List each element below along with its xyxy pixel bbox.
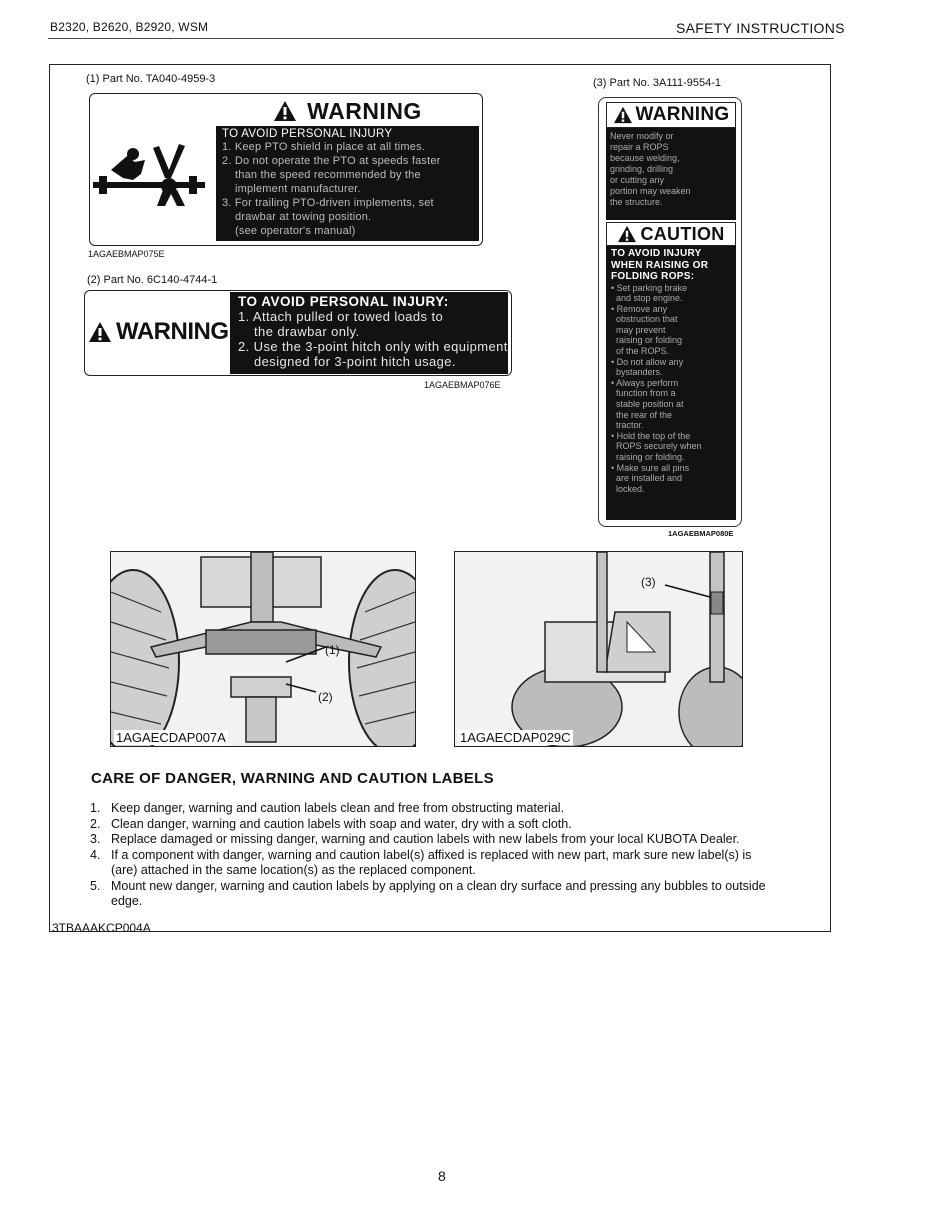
list-item: [90, 832, 800, 848]
label3-warning-title: WARNING: [635, 104, 730, 125]
list-item-text: Clean danger, warning and caution labels with soap and water, dry with a soft cloth.: [111, 816, 572, 831]
label3-caution-line: bystanders.: [611, 367, 663, 378]
list-item-text: If a component with danger, warning and caution label(s) affixed is replaced with new part, mark sure new label(s) is: [111, 847, 752, 862]
list-item: [90, 879, 800, 895]
label3-warning-header: [606, 102, 736, 128]
list-item-continuation: [90, 894, 800, 910]
page-number: 8: [438, 1168, 446, 1184]
list-item-number: 5.: [90, 878, 101, 893]
list-item-number: 4.: [90, 847, 101, 862]
label3-caution-line: are installed and: [611, 473, 683, 484]
right-photo-code: 1AGAECDAP029C: [460, 730, 571, 745]
label2-header: [88, 314, 230, 350]
label3-caution-subhead: FOLDING ROPS:: [611, 271, 695, 282]
label3-caution-line: • Make sure all pins: [611, 462, 690, 473]
label3-warning-line: portion may weaken: [610, 186, 691, 196]
label2-line: 2. Use the 3-point hitch only with equipment: [238, 339, 508, 354]
list-item-number: 1.: [90, 801, 101, 815]
label1-line: (see operator's manual): [222, 225, 356, 237]
label2-text-panel: [230, 292, 508, 374]
list-item-number: 2.: [90, 816, 101, 831]
label2-line: 1. Attach pulled or towed loads to: [238, 309, 444, 324]
list-item-text: (are) attached in the same location(s) as the replaced component.: [111, 863, 476, 877]
label1-line: 1. Keep PTO shield in place at all times.: [222, 141, 426, 153]
label3-caution-title: CAUTION: [640, 223, 725, 244]
label3-caution-line: may prevent: [611, 324, 666, 335]
label3-warning-line: because welding,: [610, 153, 680, 163]
label1-line: drawbar at towing position.: [222, 211, 372, 223]
label3-caution-panel: [606, 246, 736, 520]
alert-triangle-icon: [273, 100, 297, 122]
list-item-text: Mount new danger, warning and caution labels by applying on a clean dry surface and pressing any bubbles to outside: [111, 878, 766, 893]
label3-caution-line: of the ROPS.: [611, 346, 670, 357]
label1-line: implement manufacturer.: [222, 183, 361, 195]
left-photo-callout-1: (1): [325, 643, 340, 657]
label3-caution-header: [606, 222, 736, 246]
label2-subhead: TO AVOID PERSONAL INJURY:: [238, 294, 449, 309]
rear-hitch-photo: [110, 551, 416, 747]
label3-caution-line: • Set parking brake: [611, 282, 688, 293]
left-photo-code: 1AGAECDAP007A: [116, 730, 226, 745]
label3-caution-line: the rear of the: [611, 409, 673, 420]
label3-caution-line: tractor.: [611, 420, 644, 431]
care-list: [90, 801, 800, 910]
label1-line: 3. For trailing PTO-driven implements, set: [222, 197, 434, 209]
label3-caution-line: • Always perform: [611, 377, 679, 388]
label3-caution-line: obstruction that: [611, 314, 678, 325]
care-code: 3TBAAAKCP004A: [52, 921, 151, 935]
label2-line: the drawbar only.: [238, 324, 360, 339]
label1-text-panel: [216, 126, 479, 241]
label1-line: than the speed recommended by the: [222, 169, 421, 181]
list-item-text: Replace damaged or missing danger, warning and caution labels with new labels from your local KUBOTA Dealer.: [111, 832, 740, 846]
label3-warning-panel: [606, 128, 736, 220]
header-models: B2320, B2620, B2920, WSM: [50, 20, 209, 34]
label3-warning-line: or cutting any: [610, 175, 665, 185]
label3-caution-line: raising or folding.: [611, 452, 685, 462]
label2-code: 1AGAEBMAP076E: [424, 380, 501, 390]
label2-part-number: (2) Part No. 6C140-4744-1: [87, 274, 218, 286]
label1-line: 2. Do not operate the PTO at speeds faster: [222, 155, 441, 167]
label3-caution-line: ROPS securely when: [611, 441, 702, 452]
alert-triangle-icon: [613, 106, 633, 124]
label3-caution-subhead: WHEN RAISING OR: [611, 259, 709, 271]
label3-caution-line: • Hold the top of the: [611, 430, 691, 441]
label3-caution-line: raising or folding: [611, 335, 683, 346]
label1-header: [216, 97, 479, 125]
label2-title: WARNING: [116, 318, 229, 345]
label3-caution-line: function from a: [611, 388, 676, 399]
label3-caution-line: • Remove any: [611, 303, 668, 314]
list-item: [90, 801, 800, 817]
label3-caution-line: stable position at: [611, 399, 684, 410]
label1-subhead: TO AVOID PERSONAL INJURY: [222, 128, 393, 140]
right-photo-callout-3: (3): [641, 575, 656, 589]
label1-part-number: (1) Part No. TA040-4959-3: [86, 73, 216, 85]
label3-warning-line: Never modify or: [610, 131, 674, 141]
label3-warning-line: grinding, drilling: [610, 164, 674, 174]
label3-caution-line: • Do not allow any: [611, 356, 684, 367]
header-rule: [48, 38, 834, 39]
care-section-title: CARE OF DANGER, WARNING AND CAUTION LABELS: [91, 770, 494, 787]
label3-caution-line: and stop engine.: [611, 293, 683, 304]
label3-warning-line: repair a ROPS: [610, 142, 669, 152]
label3-caution-line: locked.: [611, 483, 645, 494]
label1-code: 1AGAEBMAP075E: [88, 249, 165, 259]
rops-photo: [454, 551, 743, 747]
list-item-text: Keep danger, warning and caution labels clean and free from obstructing material.: [111, 801, 565, 815]
list-item-number: 3.: [90, 832, 101, 846]
label3-code: 1AGAEBMAP080E: [668, 529, 734, 538]
alert-triangle-icon: [88, 321, 112, 343]
label2-line: designed for 3-point hitch usage.: [238, 354, 456, 369]
pto-entanglement-pictogram-icon: [93, 140, 211, 215]
label1-title: WARNING: [307, 97, 422, 124]
label3-caution-subhead: TO AVOID INJURY: [611, 248, 702, 259]
header-section: SAFETY INSTRUCTIONS: [676, 20, 845, 36]
list-item: [90, 848, 800, 864]
label3-warning-line: the structure.: [610, 197, 663, 207]
alert-triangle-icon: [617, 225, 637, 243]
list-item-continuation: [90, 863, 800, 879]
list-item: [90, 817, 800, 833]
list-item-text: edge.: [111, 894, 143, 908]
label3-part-number: (3) Part No. 3A111-9554-1: [593, 77, 721, 89]
left-photo-callout-2: (2): [318, 690, 333, 704]
